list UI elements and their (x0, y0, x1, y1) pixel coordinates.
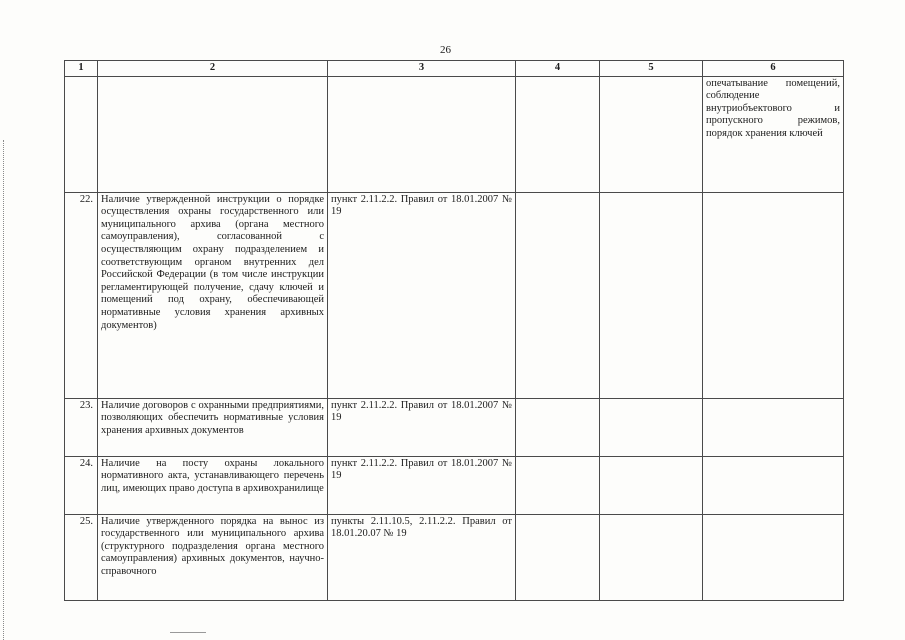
empty-cell (600, 456, 703, 514)
scan-artifact-line (170, 632, 206, 633)
page-edge-shadow (3, 140, 6, 640)
empty-cell (516, 76, 600, 192)
empty-cell (703, 398, 844, 456)
empty-cell (703, 456, 844, 514)
empty-cell (703, 192, 844, 398)
legal-basis-cell: пункт 2.11.2.2. Правил от 18.01.2007 № 19 (328, 192, 516, 398)
empty-cell (600, 192, 703, 398)
table-row (65, 398, 844, 456)
requirement-cell: Наличие утвержденного порядка на вынос из государственного или муниципального архива (структурного подразделения органа местного самоуправления) архивных документов, научно-справочного (98, 514, 328, 600)
empty-cell (600, 514, 703, 600)
column-header: 5 (600, 61, 703, 77)
requirement-cell (98, 76, 328, 192)
empty-cell (600, 398, 703, 456)
empty-cell (516, 192, 600, 398)
row-number: 22. (65, 192, 98, 398)
empty-cell (516, 456, 600, 514)
row-number: 24. (65, 456, 98, 514)
row-number: 23. (65, 398, 98, 456)
empty-cell (516, 514, 600, 600)
requirement-cell: Наличие договоров с охранными предприятиями, позволяющих обеспечить нормативные условия хранения архивных документов (98, 398, 328, 456)
legal-basis-cell: пункты 2.11.10.5, 2.11.2.2. Правил от 18.01.20.07 № 19 (328, 514, 516, 600)
inspection-table (64, 60, 844, 601)
row-number (65, 76, 98, 192)
column-header: 3 (328, 61, 516, 77)
table-row (65, 76, 844, 192)
legal-basis-cell: пункт 2.11.2.2. Правил от 18.01.2007 № 19 (328, 398, 516, 456)
requirement-cell: Наличие утвержденной инструкции о порядке осуществления охраны государственного или муниципального архива (органа местного самоуправления), согласованной с осуществляющим охрану подразделением и соответствующим органом внутренних дел Российской Федерации (в том числе инструкции регламентирующей получение, сдачу ключей и помещений под охрану, обеспечивающей нормативные условия хранения архивных документов) (98, 192, 328, 398)
table-row (65, 456, 844, 514)
column-header: 4 (516, 61, 600, 77)
column-header: 2 (98, 61, 328, 77)
column-header: 6 (703, 61, 844, 77)
empty-cell (703, 514, 844, 600)
legal-basis-cell: пункт 2.11.2.2. Правил от 18.01.2007 № 19 (328, 456, 516, 514)
page-number: 26 (440, 44, 451, 56)
row-number: 25. (65, 514, 98, 600)
empty-cell (600, 76, 703, 192)
notes-cell: опечатывание помещений, соблюдение внутриобъектового и пропускного режимов, порядок хранения ключей (703, 76, 844, 192)
table-row (65, 192, 844, 398)
requirement-cell: Наличие на посту охраны локального нормативного акта, устанавливающего перечень лиц, имеющих право доступа в архивохранилище (98, 456, 328, 514)
legal-basis-cell (328, 76, 516, 192)
table-row (65, 514, 844, 600)
table-header-row (65, 61, 844, 77)
column-header: 1 (65, 61, 98, 77)
empty-cell (516, 398, 600, 456)
